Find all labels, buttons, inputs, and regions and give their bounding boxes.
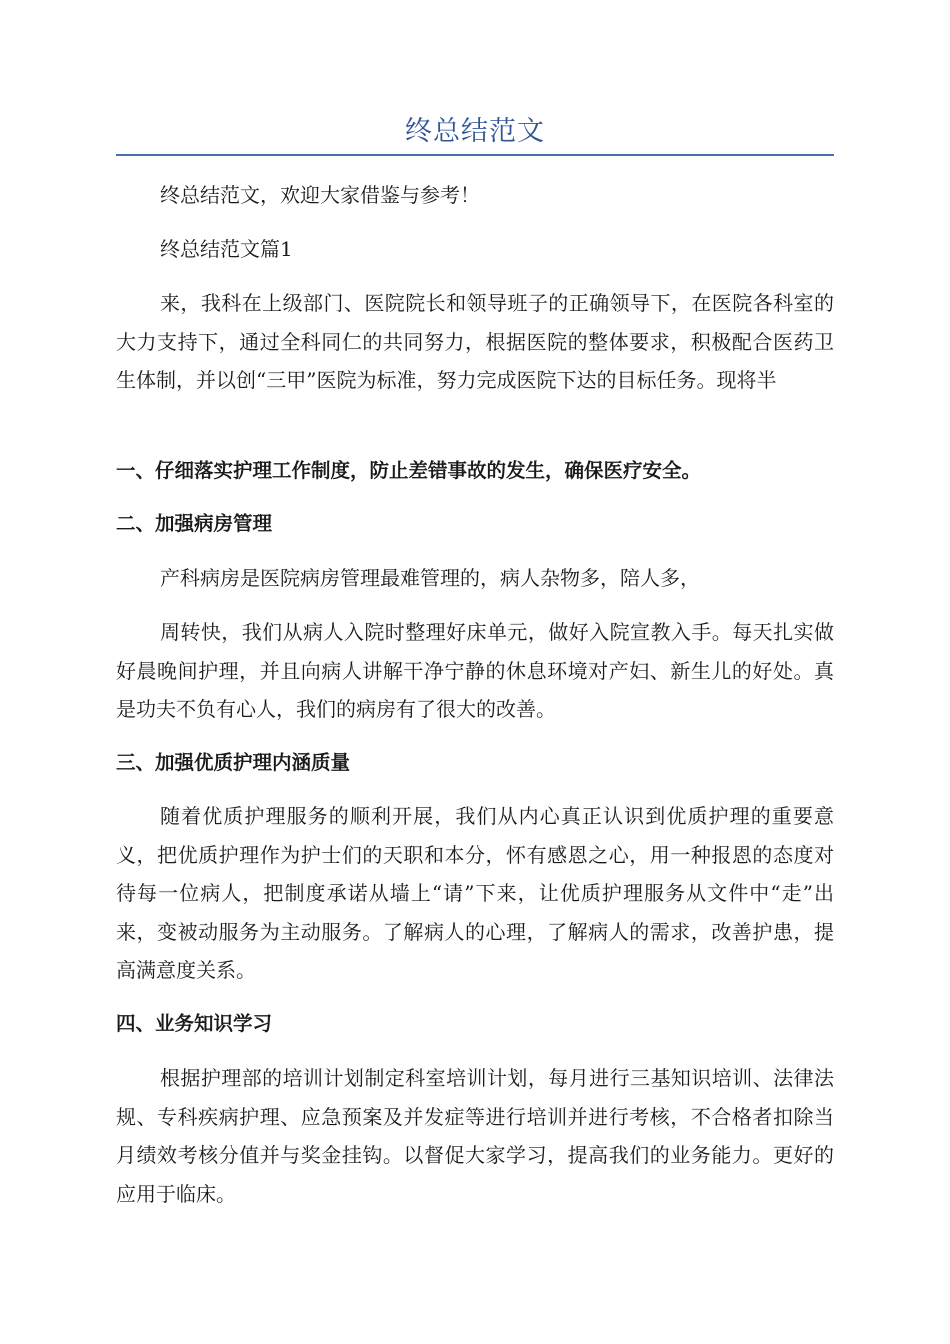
section-paragraph: 产科病房是医院病房管理最难管理的，病人杂物多，陪人多， (160, 566, 700, 590)
section-heading: 四、业务知识学习 (116, 1012, 273, 1035)
section-paragraph: 根据护理部的培训计划制定科室培训计划，每月进行三基知识培训、法律法规、专科疾病护理、应急预案及并发症等进行培训并进行考核，不合格者扣除当月绩效考核分值并与奖金挂钩。以督促大家学习，提高我们的业务能力。更好的应用于临床。 (116, 1066, 834, 1206)
section-heading: 一、仔细落实护理工作制度，防止差错事故的发生，确保医疗安全。 (116, 459, 702, 482)
section-heading: 三、加强优质护理内涵质量 (116, 751, 351, 774)
section-paragraph: 随着优质护理服务的顺利开展，我们从内心真正认识到优质护理的重要意义，把优质护理作为护士们的天职和本分，怀有感恩之心，用一种报恩的态度对待每一位病人，把制度承诺从墙上“请”下来，让优质护理服务从文件中“走”出来，变被动服务为主动服务。了解病人的心理，了解病人的需求，改善护患，提高满意度关系。 (116, 804, 834, 982)
section-paragraph: 周转快，我们从病人入院时整理好床单元，做好入院宣教入手。每天扎实做好晨晚间护理，并且向病人讲解干净宁静的休息环境对产妇、新生儿的好处。真是功夫不负有心人，我们的病房有了很大的改善。 (116, 620, 834, 721)
document-title: 终总结范文 (405, 116, 545, 147)
intro-paragraph: 终总结范文，欢迎大家借鉴与参考！ (160, 183, 480, 207)
section-heading: 二、加强病房管理 (116, 512, 273, 535)
title-underline (116, 154, 834, 156)
opening-paragraph: 来，我科在上级部门、医院院长和领导班子的正确领导下，在医院各科室的大力支持下，通过全科同仁的共同努力，根据医院的整体要求，积极配合医药卫生体制，并以创“三甲”医院为标准，努力完成医院下达的目标任务。现将半 (116, 291, 834, 392)
article-subtitle: 终总结范文篇1 (160, 237, 293, 261)
